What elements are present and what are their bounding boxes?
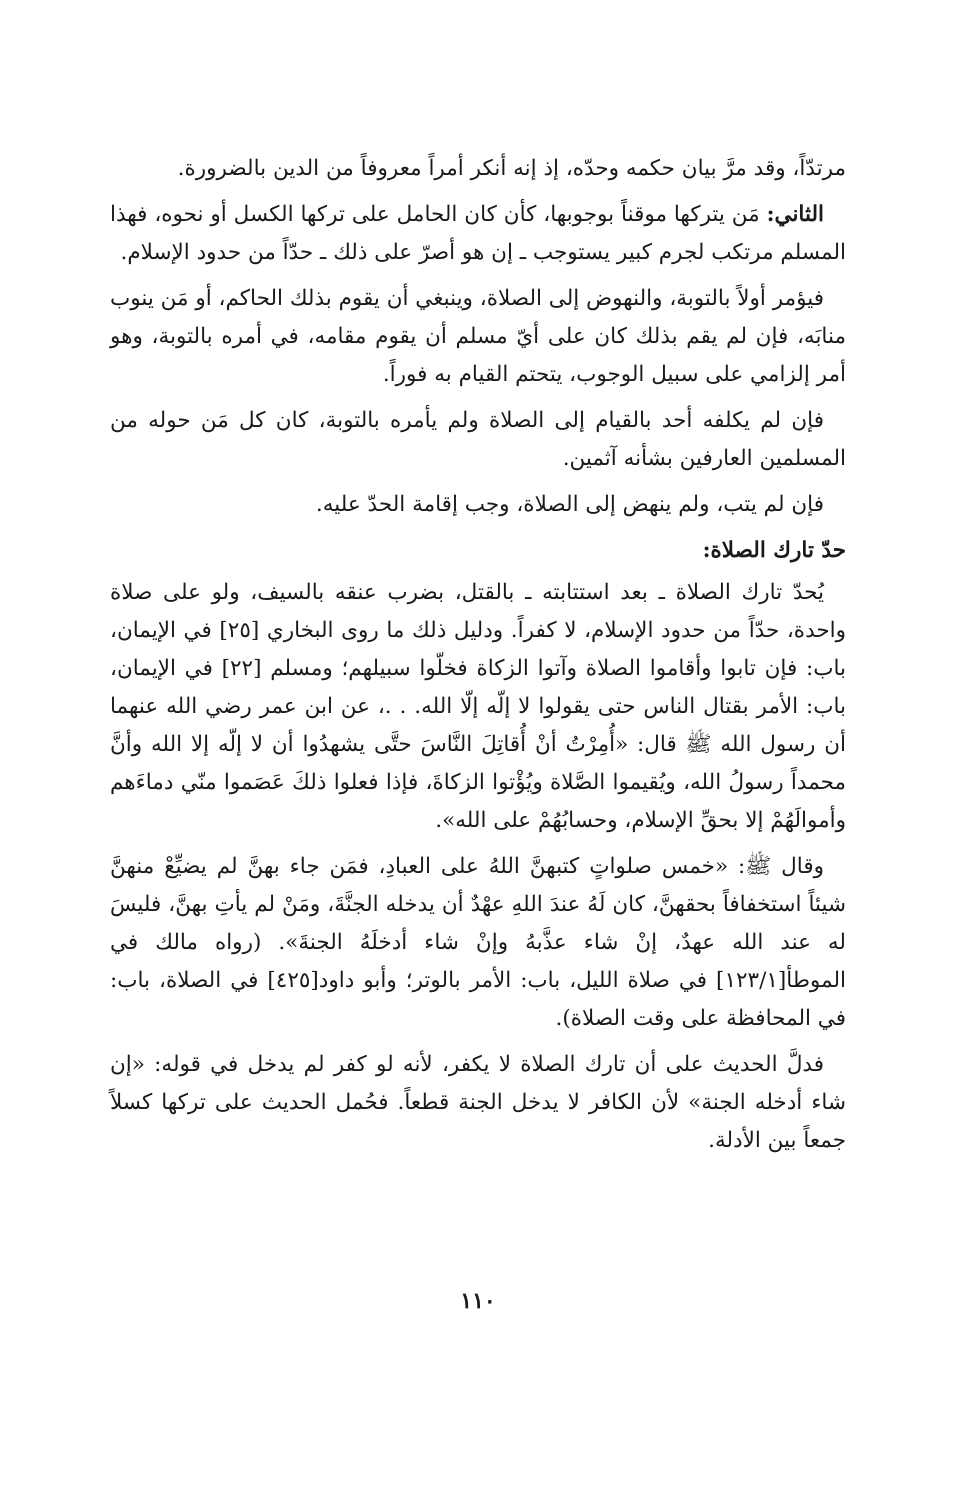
paragraph-1-text: مرتدّاً، وقد مرَّ بيان حكمه وحدّه، إذ إنه أنكر أمراً معروفاً من الدين بالضرورة. [177, 156, 846, 181]
paragraph-8-text: فدلَّ الحديث على أن تارك الصلاة لا يكفر، لأنه لو كفر لم يدخل في قوله: «إن شاء أدخله الجنة» لأن الكافر لا يدخل الجنة قطعاً. فحُمل الحديث على تركها كسلاً جمعاً بين الأدلة. [110, 1052, 846, 1153]
paragraph-5-text: فإن لم يتب، ولم ينهض إلى الصلاة، وجب إقامة الحدّ عليه. [315, 492, 824, 517]
paragraph-8 [110, 1046, 846, 1160]
paragraph-6-text: يُحدّ تارك الصلاة ـ بعد استتابته ـ بالقتل، بضرب عنقه بالسيف، ولو على صلاة واحدة، حدّاً من حدود الإسلام، لا كفراً. ودليل ذلك ما روى البخاري [٢٥] في الإيمان، باب: فإن تابوا وأقاموا الصلاة وآتوا الزكاة فخلّوا سبيلهم؛ ومسلم [٢٢] في الإيمان، باب: الأمر بقتال الناس حتى يقولوا لا إلّه إلّا الله. . .، عن ابن عمر رضي الله عنهما أن رسول الله ﷺ قال: «أُمِرْتُ أنْ أُقاتِلَ النَّاسَ حتَّى يشهدُوا أن لا إلّه إلا الله وأنَّ محمداً رسولُ الله، ويُقيموا الصَّلاة ويُؤْتوا الزكاةَ، فإذا فعلوا ذلكَ عَصَموا منّي دماءَهم وأموالَهُمْ إلا بحقِّ الإسلام، وحسابُهُمْ على الله». [110, 580, 846, 833]
paragraph-5 [110, 486, 846, 524]
paragraph-2-text: مَن يتركها موقناً بوجوبها، كأن كان الحامل على تركها الكسل أو نحوه، فهذا المسلم مرتكب لجرم كبير يستوجب ـ إن هو أصرّ على ذلك ـ حدّاً من حدود الإسلام. [110, 202, 846, 265]
paragraph-7 [110, 848, 846, 1038]
section-heading: حدّ تارك الصلاة: [702, 538, 846, 563]
paragraph-1 [110, 150, 846, 188]
page-body [110, 150, 846, 1168]
paragraph-4-text: فإن لم يكلفه أحد بالقيام إلى الصلاة ولم يأمره بالتوبة، كان كل مَن حوله من المسلمين العارفين بشأنه آثمين. [110, 408, 846, 471]
paragraph-2-lead: الثاني: [766, 202, 824, 227]
paragraph-3 [110, 280, 846, 394]
paragraph-2 [110, 196, 846, 272]
paragraph-7-text: وقال ﷺ: «خمس صلواتٍ كتبهنَّ اللهُ على العبادِ، فمَن جاء بهنَّ لم يضيِّعْ منهنَّ شيئاً استخفافاً بحقهنَّ، كان لَهُ عندَ اللهِ عهْدٌ أن يدخله الجنَّةَ، ومَنْ لم يأتِ بهنَّ، فليسَ له عند الله عهدٌ، إنْ شاء عذَّبهُ وإنْ شاء أدخلَهُ الجنةَ». (رواه مالك في الموطأ[١٢٣/١] في صلاة الليل، باب: الأمر بالوتر؛ وأبو داود[٤٢٥] في الصلاة، باب: في المحافظة على وقت الصلاة). [110, 854, 846, 1031]
paragraph-6 [110, 574, 846, 840]
paragraph-3-text: فيؤمر أولاً بالتوبة، والنهوض إلى الصلاة، وينبغي أن يقوم بذلك الحاكم، أو مَن ينوب منابَه، فإن لم يقم بذلك كان على أيّ مسلم أن يقوم مقامه، في أمره بالتوبة، وهو أمر إلزامي على سبيل الوجوب، يتحتم القيام به فوراً. [109, 286, 846, 387]
page-number: ١١٠ [460, 1288, 496, 1314]
paragraph-4 [110, 402, 846, 478]
